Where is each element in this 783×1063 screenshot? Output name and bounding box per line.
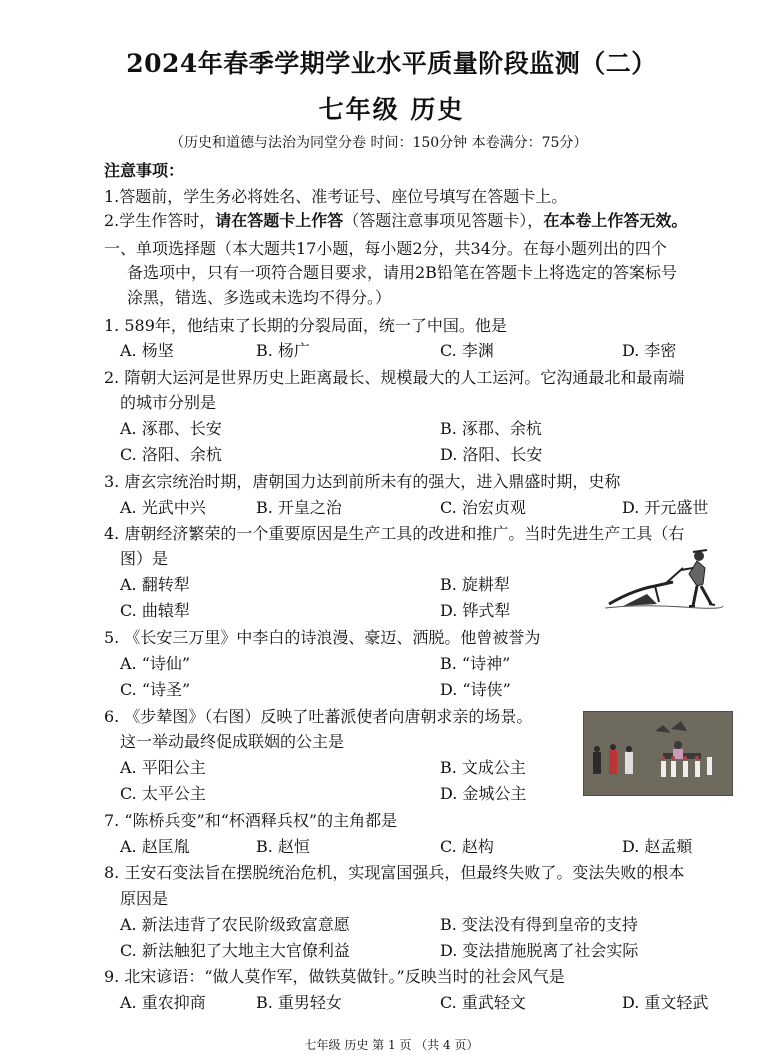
q7-option-a: A. 赵匡胤 <box>120 837 190 856</box>
section-1-line-3: 涂黑，错选、多选或未选均不得分。） <box>127 288 392 307</box>
q4-option-c: C. 曲辕犁 <box>120 601 190 620</box>
q5-option-a: A. “诗仙” <box>120 654 191 673</box>
q5-option-d: D. “诗侠” <box>440 680 511 699</box>
q9-option-b: B. 重男轻女 <box>256 993 342 1012</box>
q3-option-a: A. 光武中兴 <box>120 498 206 517</box>
q6-option-c: C. 太平公主 <box>120 784 206 803</box>
q5-stem: 5. 《长安三万里》中李白的诗浪漫、豪迈、洒脱。他曾被誉为 <box>104 628 541 647</box>
notice-heading: 注意事项： <box>104 161 185 180</box>
q6-option-d: D. 金城公主 <box>440 784 527 803</box>
q5-option-b: B. “诗神” <box>440 654 511 673</box>
q8-option-c: C. 新法触犯了大地主大官僚利益 <box>120 941 350 960</box>
q1-option-a: A. 杨坚 <box>120 341 174 360</box>
q3-option-d: D. 开元盛世 <box>622 498 709 517</box>
q6-option-b: B. 文成公主 <box>440 758 526 777</box>
q8-option-b: B. 变法没有得到皇帝的支持 <box>440 915 638 934</box>
q2-stem-1: 2. 隋朝大运河是世界历史上距离最长、规模最大的人工运河。它沟通最北和最南端 <box>104 368 685 387</box>
notice-item-1: 1.答题前，学生务必将姓名、准考证号、座位号填写在答题卡上。 <box>104 187 568 206</box>
q5-option-c: C. “诗圣” <box>120 680 191 699</box>
q2-stem-2: 的城市分别是 <box>120 393 217 412</box>
q8-option-d: D. 变法措施脱离了社会实际 <box>440 941 639 960</box>
q7-option-b: B. 赵恒 <box>256 837 310 856</box>
q1-option-b: B. 杨广 <box>256 341 310 360</box>
q6-option-a: A. 平阳公主 <box>120 758 206 777</box>
exam-subtitle: 七年级 历史 <box>318 95 465 124</box>
section-1-line-1: 一、单项选择题（本大题共17小题，每小题2分，共34分。在每小题列出的四个 <box>104 239 667 258</box>
q8-stem-2: 原因是 <box>120 889 169 908</box>
q9-option-a: A. 重农抑商 <box>120 993 206 1012</box>
notice-item-2 <box>104 208 687 231</box>
q3-option-b: B. 开皇之治 <box>256 498 342 517</box>
q7-option-c: C. 赵构 <box>440 837 494 856</box>
q8-stem-1: 8. 王安石变法旨在摆脱统治危机，实现富国强兵，但最终失败了。变法失败的根本 <box>104 863 685 882</box>
notice-item-2-b: 请在答题卡上作答 <box>215 211 344 230</box>
exam-title: 2024年春季学期学业水平质量阶段监测（二） <box>126 49 657 78</box>
notice-item-2-c: （答题注意事项见答题卡）， <box>343 211 544 230</box>
q6-stem-2: 这一举动最终促成联姻的公主是 <box>120 732 345 751</box>
q7-stem: 7. “陈桥兵变”和“杯酒释兵权”的主角都是 <box>104 811 398 830</box>
section-1-line-2: 备选项中，只有一项符合题目要求，请用2B铅笔在答题卡上将选定的答案标号 <box>127 263 677 282</box>
notice-item-2-d: 在本卷上作答无效。 <box>543 211 688 230</box>
q4-option-d: D. 铧式犁 <box>440 601 511 620</box>
page-footer: 七年级 历史 第 1 页 （共 4 页） <box>304 1038 479 1052</box>
q9-option-c: C. 重武轻文 <box>440 993 526 1012</box>
q3-option-c: C. 治宏贞观 <box>440 498 526 517</box>
q4-stem-1: 4. 唐朝经济繁荣的一个重要原因是生产工具的改进和推广。当时先进生产工具（右 <box>104 524 685 543</box>
q2-option-c: C. 洛阳、余杭 <box>120 445 222 464</box>
q2-option-b: B. 涿郡、余杭 <box>440 419 542 438</box>
q1-stem: 1. 589年，他结束了长期的分裂局面，统一了中国。他是 <box>104 316 507 335</box>
q2-option-d: D. 洛阳、长安 <box>440 445 543 464</box>
q2-option-a: A. 涿郡、长安 <box>120 419 222 438</box>
q9-option-d: D. 重文轻武 <box>622 993 709 1012</box>
q8-option-a: A. 新法违背了农民阶级致富意愿 <box>120 915 350 934</box>
notice-item-2-a: 2.学生作答时， <box>104 211 216 230</box>
exam-note: （历史和道德与法治为同堂分卷 时间：150分钟 本卷满分：75分） <box>170 135 588 151</box>
plough-figure-icon <box>603 546 725 614</box>
painting-bunian-tu-icon <box>583 711 733 796</box>
q7-option-d: D. 赵孟頫 <box>622 837 693 856</box>
q1-option-c: C. 李渊 <box>440 341 494 360</box>
q4-option-a: A. 翻转犁 <box>120 575 190 594</box>
q3-stem: 3. 唐玄宗统治时期，唐朝国力达到前所未有的强大，进入鼎盛时期，史称 <box>104 472 621 491</box>
q4-stem-2: 图）是 <box>120 549 169 568</box>
q6-stem-1: 6. 《步辇图》（右图）反映了吐蕃派使者向唐朝求亲的场景。 <box>104 707 533 726</box>
q9-stem: 9. 北宋谚语：“做人莫作军，做铁莫做针。”反映当时的社会风气是 <box>104 967 565 986</box>
q1-option-d: D. 李密 <box>622 341 677 360</box>
q4-option-b: B. 旋耕犁 <box>440 575 510 594</box>
